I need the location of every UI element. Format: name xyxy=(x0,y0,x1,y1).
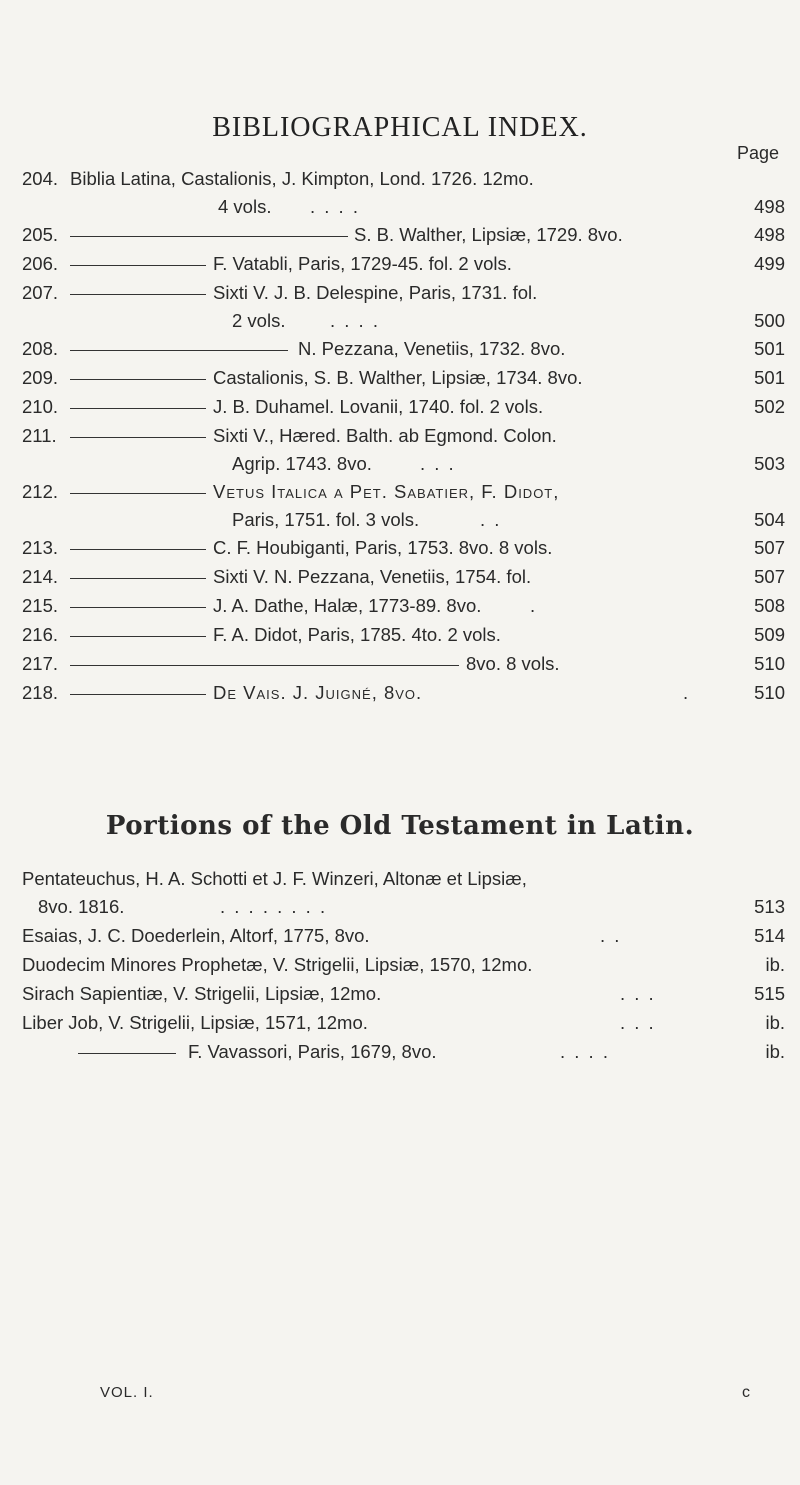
entry-text: Castalionis, S. B. Walther, Lipsiæ, 1734. 8vo. xyxy=(213,367,583,388)
entry-number: 214. xyxy=(22,566,59,587)
ditto-rule xyxy=(70,294,206,295)
entry-number: 216. xyxy=(22,624,59,645)
page-number: 499 xyxy=(754,253,785,274)
ditto-rule xyxy=(70,549,206,550)
latin-entry-text: F. Vavassori, Paris, 1679, 8vo. xyxy=(188,1041,437,1062)
latin-entry-text: Esaias, J. C. Doederlein, Altorf, 1775, 8vo. xyxy=(22,925,370,946)
page-number: 515 xyxy=(754,983,785,1004)
page-number: 507 xyxy=(754,537,785,558)
entry-text: J. A. Dathe, Halæ, 1773-89. 8vo. xyxy=(213,595,482,616)
leader-dots: . . . . xyxy=(310,196,360,217)
page-number: 508 xyxy=(754,595,785,616)
leader-dots: . xyxy=(683,682,691,703)
page-number: 507 xyxy=(754,566,785,587)
page-number: ib. xyxy=(765,1041,785,1062)
ditto-rule xyxy=(70,578,206,579)
page-number: ib. xyxy=(765,954,785,975)
entry-number: 212. xyxy=(22,481,59,502)
leader-dots: . . . . xyxy=(560,1041,610,1062)
ditto-rule xyxy=(70,408,206,409)
entry-text-continued: 4 vols. xyxy=(218,196,272,217)
entry-number: 217. xyxy=(22,653,59,674)
page-number: 501 xyxy=(754,367,785,388)
page-number: 498 xyxy=(754,224,785,245)
entry-text-continued: Agrip. 1743. 8vo. xyxy=(232,453,372,474)
page-column-label: Page xyxy=(737,143,780,163)
entry-text-continued: 2 vols. xyxy=(232,310,286,331)
entry-text: 8vo. 8 vols. xyxy=(466,653,560,674)
leader-dots: . . . . xyxy=(330,310,380,331)
latin-entry-text: Duodecim Minores Prophetæ, V. Strigelii, Lipsiæ, 1570, 12mo. xyxy=(22,954,533,975)
page-number: 510 xyxy=(754,682,785,703)
entry-number: 204. xyxy=(22,168,59,189)
page-number: 498 xyxy=(754,196,785,217)
entry-text: Vetus Italica a Pet. Sabatier, F. Didot, xyxy=(213,481,560,502)
latin-entry-text-continued: 8vo. 1816. xyxy=(38,896,125,917)
ditto-rule xyxy=(70,265,206,266)
entry-text: S. B. Walther, Lipsiæ, 1729. 8vo. xyxy=(354,224,623,245)
page-heading: BIBLIOGRAPHICAL INDEX. xyxy=(212,112,588,143)
latin-entry-text: Pentateuchus, H. A. Schotti et J. F. Winzeri, Altonæ et Lipsiæ, xyxy=(22,868,527,889)
entry-text: J. B. Duhamel. Lovanii, 1740. fol. 2 vols. xyxy=(213,396,544,417)
latin-entry-text: Liber Job, V. Strigelii, Lipsiæ, 1571, 12mo. xyxy=(22,1012,368,1033)
entry-text: F. Vatabli, Paris, 1729-45. fol. 2 vols. xyxy=(213,253,512,274)
ditto-rule xyxy=(70,236,348,237)
entry-number: 206. xyxy=(22,253,59,274)
entry-number: 207. xyxy=(22,282,59,303)
gathering-signature: c xyxy=(742,1384,750,1401)
entry-text: Sixti V. J. B. Delespine, Paris, 1731. fol. xyxy=(213,282,538,303)
page-number: 504 xyxy=(754,509,785,530)
entry-number: 208. xyxy=(22,338,59,359)
section-title: Portions of the Old Testament in Latin. xyxy=(105,811,695,841)
page-number: 514 xyxy=(754,925,785,946)
ditto-rule xyxy=(70,607,206,608)
page-number: 500 xyxy=(754,310,785,331)
ditto-rule xyxy=(70,437,206,438)
ditto-rule xyxy=(70,379,206,380)
entry-number: 211. xyxy=(22,425,57,446)
entry-text-continued: Paris, 1751. fol. 3 vols. xyxy=(232,509,420,530)
leader-dots: . . . xyxy=(620,983,656,1004)
page-number: 501 xyxy=(754,338,785,359)
page-number: 509 xyxy=(754,624,785,645)
entry-number: 205. xyxy=(22,224,59,245)
ditto-rule xyxy=(70,694,206,695)
entry-text: Biblia Latina, Castalionis, J. Kimpton, Lond. 1726. 12mo. xyxy=(70,168,534,189)
volume-signature: VOL. I. xyxy=(100,1384,154,1401)
entry-text: Sixti V., Hæred. Balth. ab Egmond. Colon. xyxy=(213,425,557,446)
page-number: 513 xyxy=(754,896,785,917)
entry-number: 218. xyxy=(22,682,59,703)
ditto-rule xyxy=(70,636,206,637)
entry-text: C. F. Houbiganti, Paris, 1753. 8vo. 8 vols. xyxy=(213,537,553,558)
page-number: 510 xyxy=(754,653,785,674)
entry-text: Sixti V. N. Pezzana, Venetiis, 1754. fol. xyxy=(213,566,532,587)
entry-number: 215. xyxy=(22,595,59,616)
ditto-rule xyxy=(70,350,288,351)
entry-number: 210. xyxy=(22,396,59,417)
ditto-rule xyxy=(78,1053,176,1054)
page-number: 502 xyxy=(754,396,785,417)
page-number: ib. xyxy=(765,1012,785,1033)
leader-dots: . . . . . . . . xyxy=(220,896,328,917)
leader-dots: . . xyxy=(480,509,502,530)
latin-entry-text: Sirach Sapientiæ, V. Strigelii, Lipsiæ, 12mo. xyxy=(22,983,382,1004)
entry-text: F. A. Didot, Paris, 1785. 4to. 2 vols. xyxy=(213,624,501,645)
ditto-rule xyxy=(70,665,459,666)
ditto-rule xyxy=(70,493,206,494)
entry-number: 213. xyxy=(22,537,59,558)
leader-dots: . . xyxy=(600,925,622,946)
leader-dots: . . . xyxy=(420,453,456,474)
page-number: 503 xyxy=(754,453,785,474)
leader-dots: . . . xyxy=(620,1012,656,1033)
entry-text: N. Pezzana, Venetiis, 1732. 8vo. xyxy=(298,338,566,359)
entry-number: 209. xyxy=(22,367,59,388)
leader-dots: . xyxy=(530,595,538,616)
entry-text: De Vais. J. Juigné, 8vo. xyxy=(213,682,423,703)
